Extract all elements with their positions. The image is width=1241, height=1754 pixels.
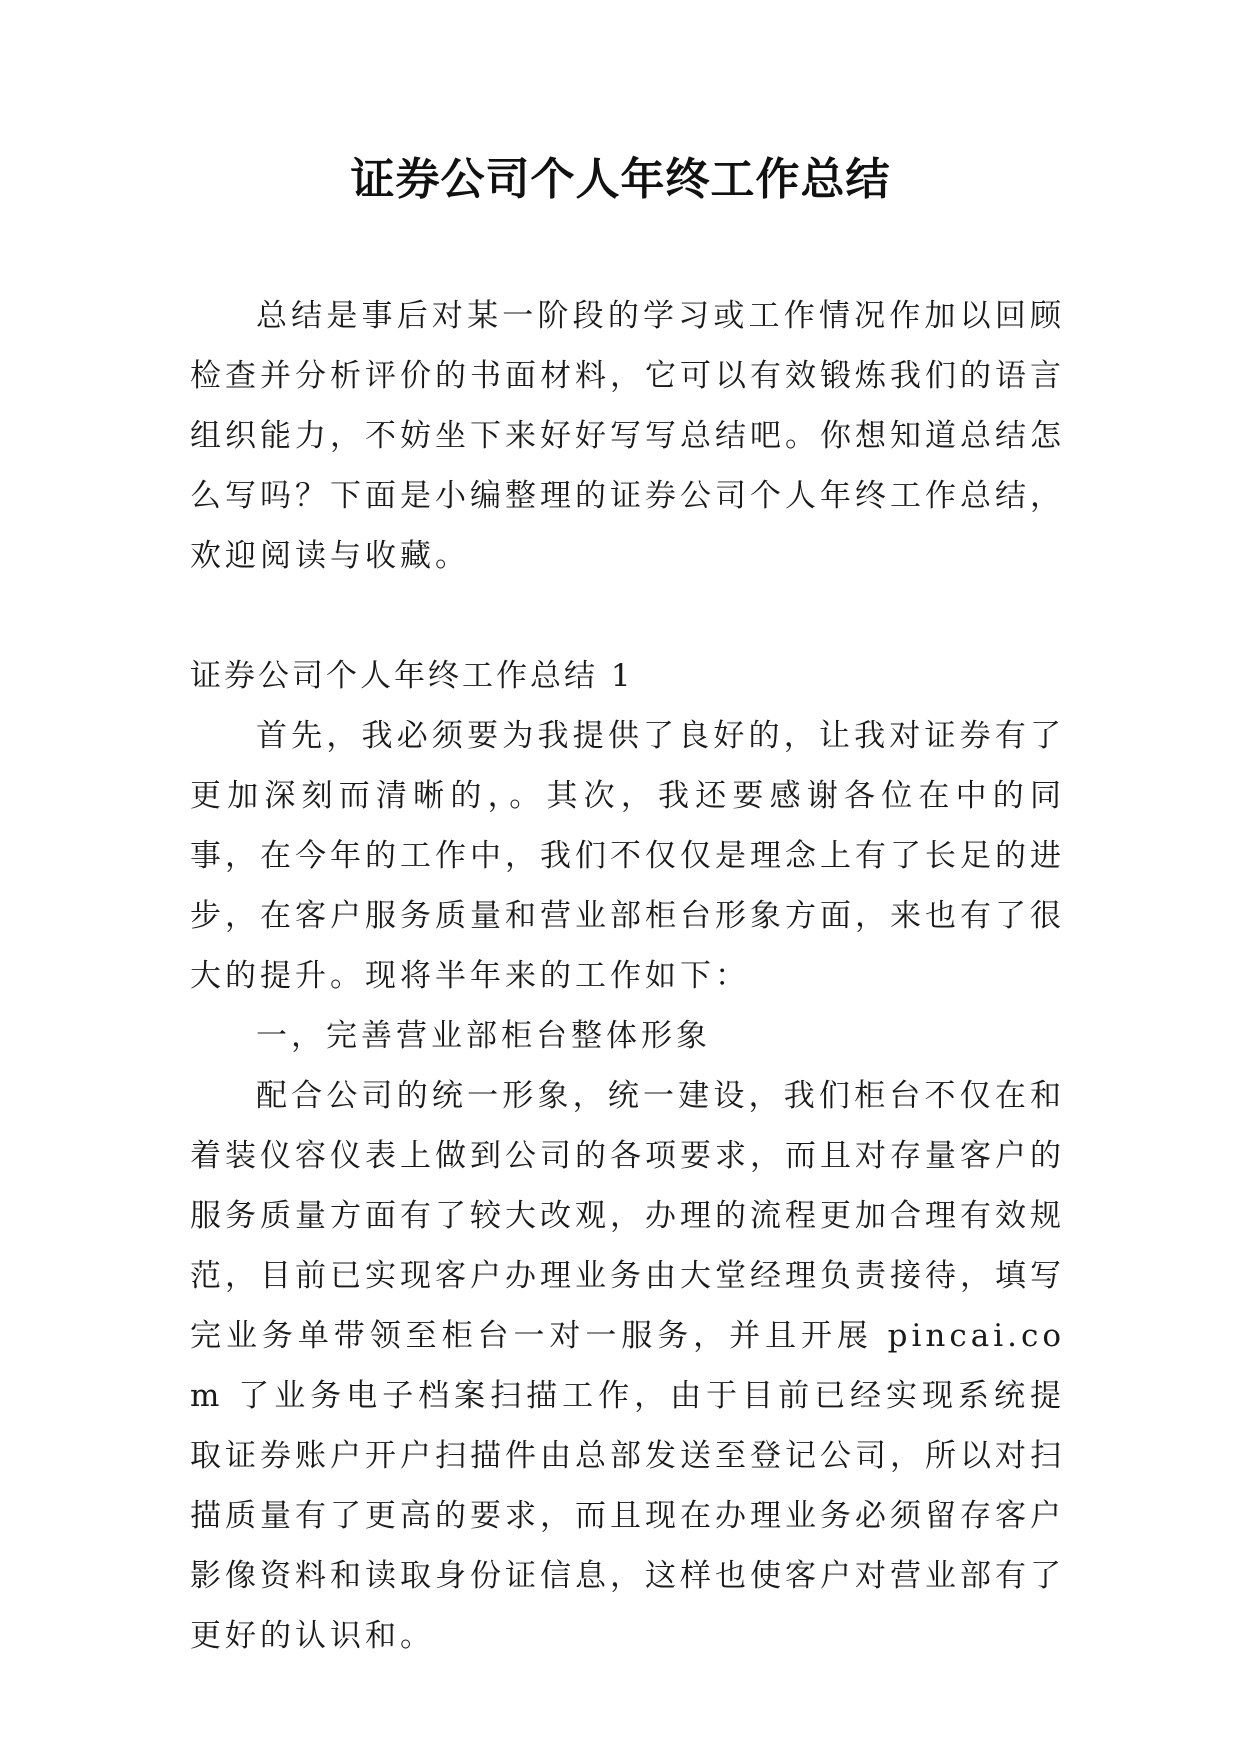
document-title: 证券公司个人年终工作总结 (350, 154, 891, 205)
body-paragraph-1: 首先，我必须要为我提供了良好的，让我对证券有了更加深刻而清晰的，。其次，我还要感谢各位在中的同事，在今年的工作中，我们不仅仅是理念上有了长足的进步，在客户服务质量和营业部柜台形象方面，来也有了很大的提升。现将半年来的工作如下： (190, 718, 1065, 994)
section-heading: 证券公司个人年终工作总结 1 (190, 658, 634, 694)
subheading-1: 一，完善营业部柜台整体形象 (256, 1018, 711, 1054)
body-paragraph-2: 配合公司的统一形象，统一建设，我们柜台不仅在和着装仪容仪表上做到公司的各项要求，而且对存量客户的服务质量方面有了较大改观，办理的流程更加合理有效规范，目前已实现客户办理业务由大堂经理负责接待，填写完业务单带领至柜台一对一服务，并且开展 pincai.com 了业务电子档案扫描工作，由于目前已经实现系统提取证券账户开户扫描件由总部发送至登记公司，所以对扫描质量有了更高的要求，而且现在办理业务必须留存客户影像资料和读取身份证信息，这样也使客户对营业部有了更好的认识和。 (190, 1078, 1065, 1654)
intro-paragraph: 总结是事后对某一阶段的学习或工作情况作加以回顾检查并分析评价的书面材料，它可以有效锻炼我们的语言组织能力，不妨坐下来好好写写总结吧。你想知道总结怎么写吗？下面是小编整理的证券公司个人年终工作总结，欢迎阅读与收藏。 (190, 298, 1065, 574)
document-body (190, 286, 1065, 1666)
